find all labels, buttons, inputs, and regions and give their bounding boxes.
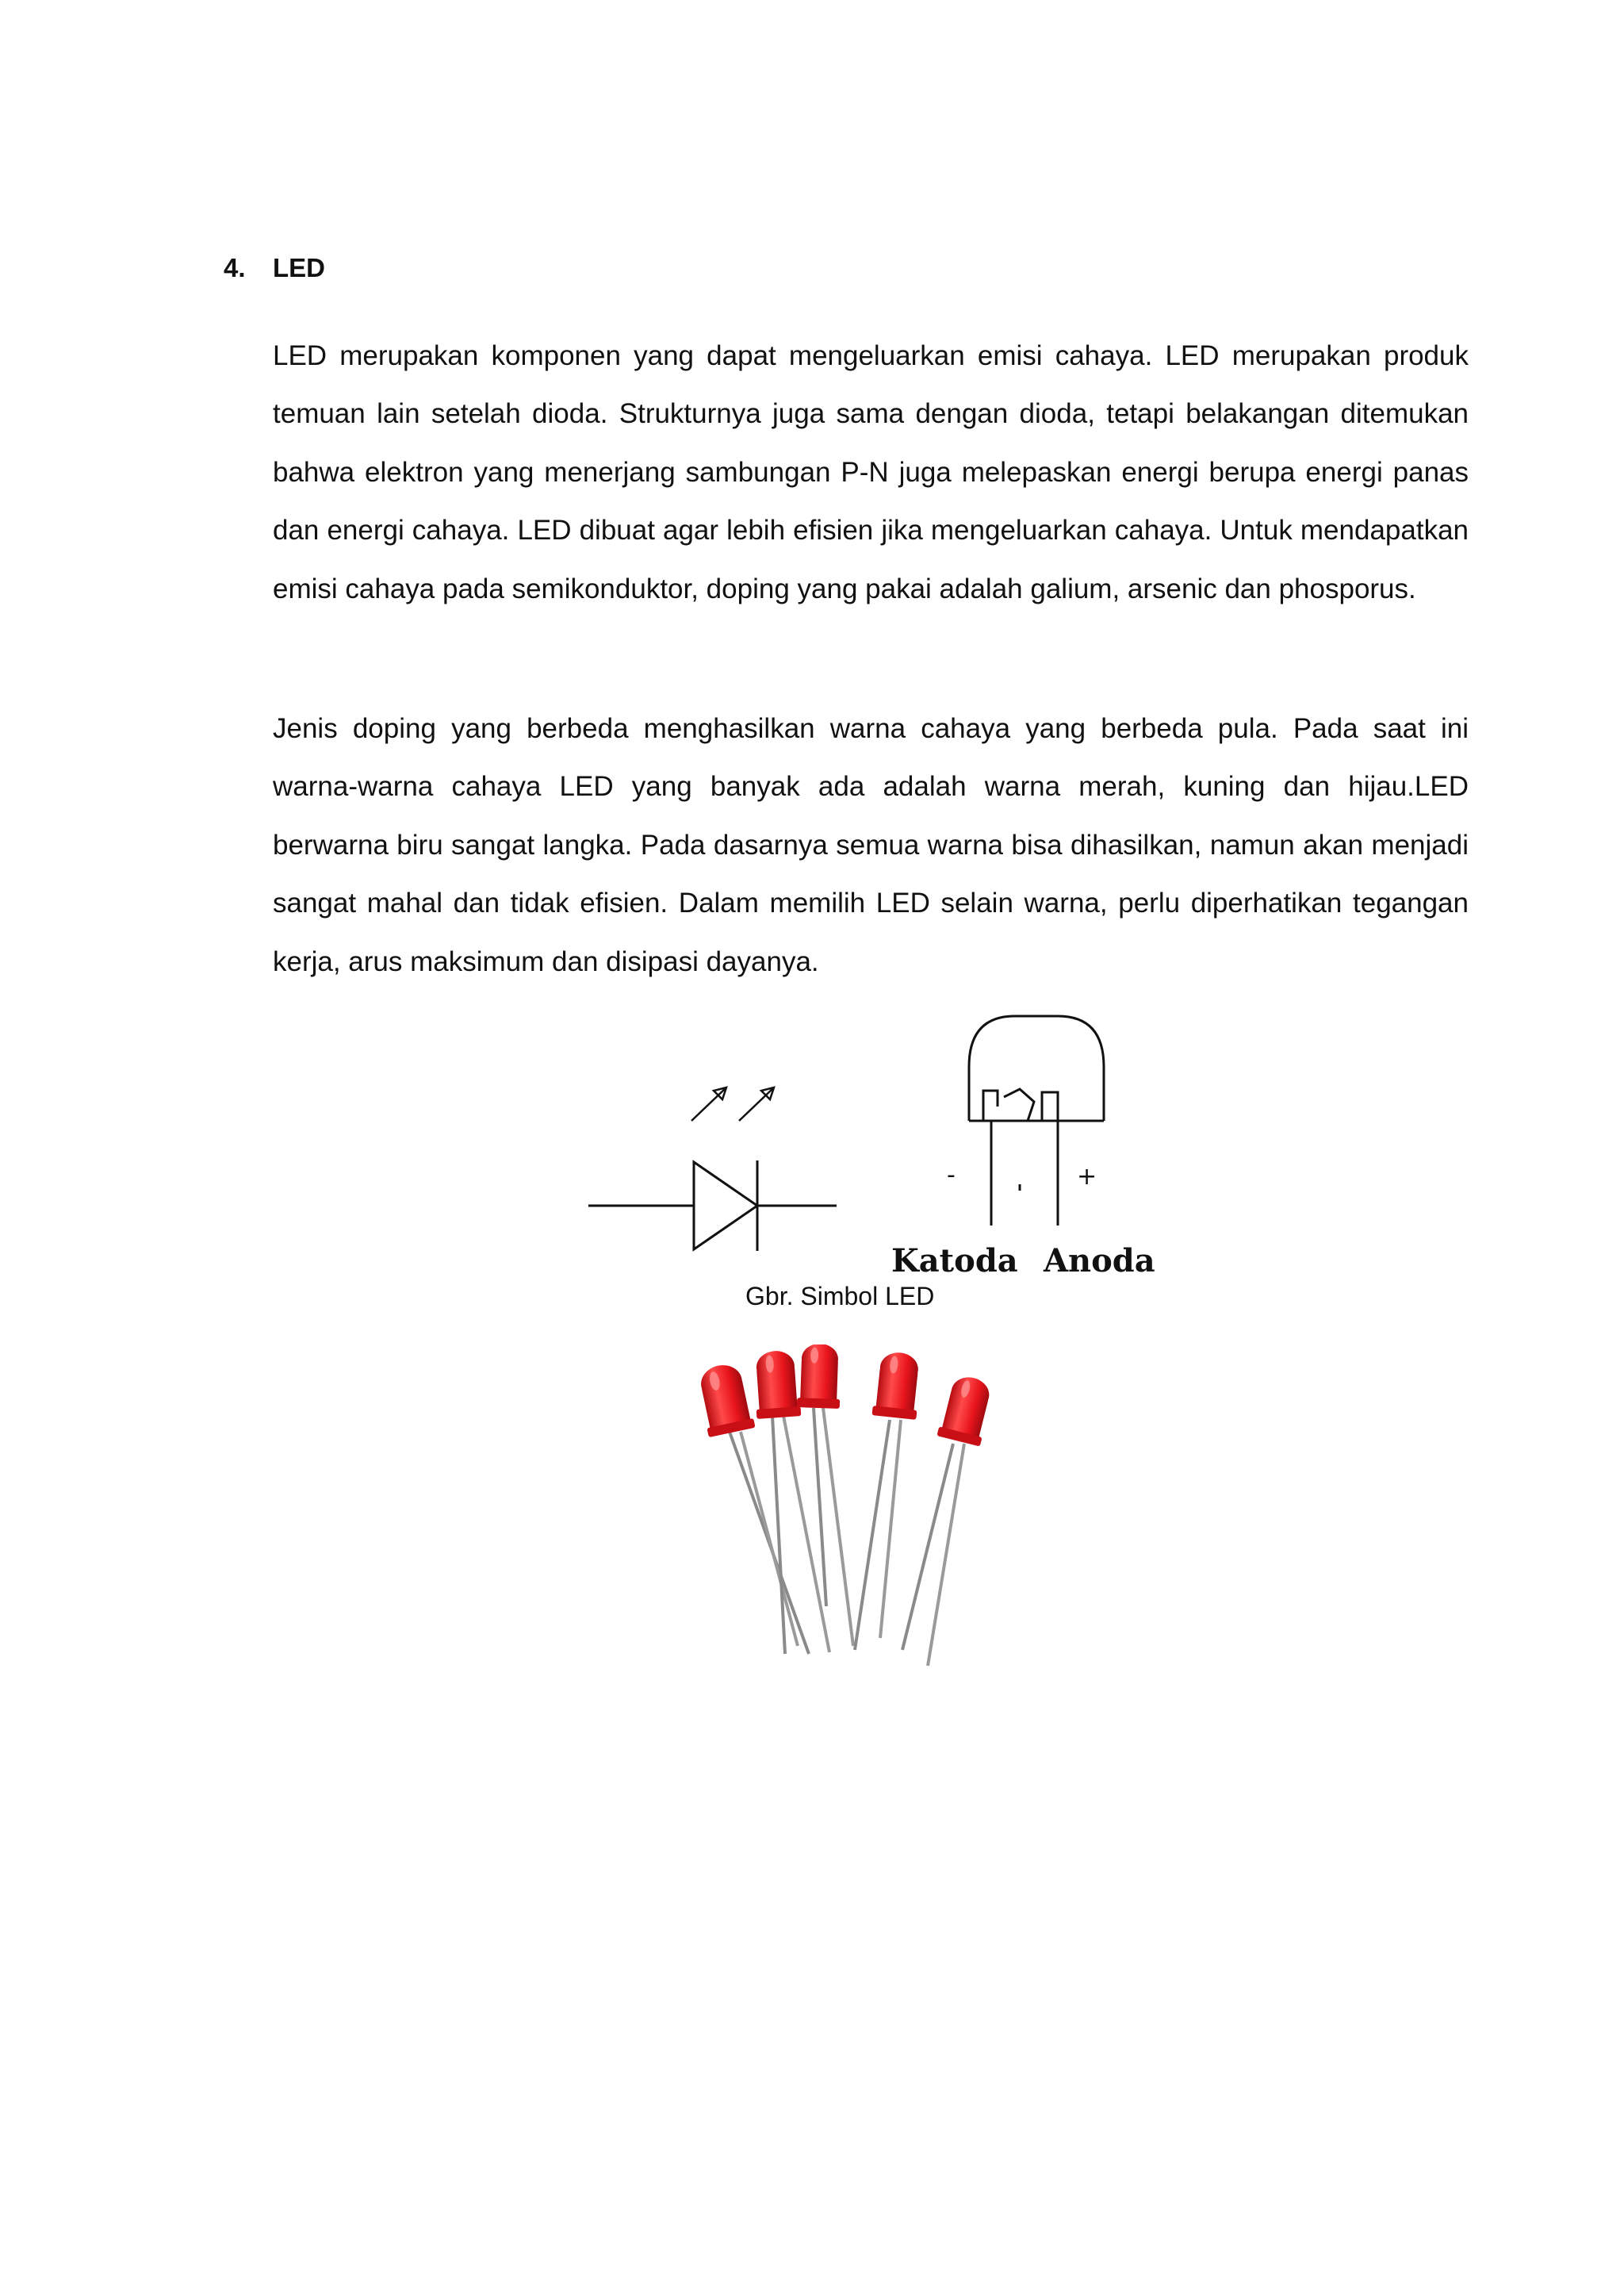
figure-caption: Gbr. Simbol LED [745,1282,935,1310]
section-heading [224,251,325,286]
red-leds-photo [690,1344,1063,1678]
led-dome-outline [969,1016,1104,1121]
schematic-diode-triangle [694,1162,757,1249]
led-inner-wire [1004,1089,1034,1121]
led-schematic-symbol [588,1087,837,1251]
led-inner-anode [1042,1092,1058,1121]
section-title: LED [273,253,325,282]
led-inner-cathode [983,1091,998,1121]
section-number: 4. [224,253,246,282]
cathode-label: Katoda [891,1242,1018,1279]
light-arrows-icon [691,1087,774,1121]
led-photo-3 [797,1344,853,1646]
paragraph-1: LED merupakan komponen yang dapat mengeluarkan emisi cahaya. LED merupakan produk temuan lain setelah dioda. Strukturnya juga sama dengan dioda, tetapi belakangan ditemukan bahwa elektron yang menerjang sambungan P-N juga melepaskan energi berupa energi panas dan energi cahaya. LED dibuat agar lebih efisien jika mengeluarkan cahaya. Untuk mendapatkan emisi cahaya pada semikonduktor, doping yang pakai adalah galium, arsenic dan phosporus. [273,340,1469,604]
paragraph-2: Jenis doping yang berbeda menghasilkan warna cahaya yang berbeda pula. Pada saat ini warna-warna cahaya LED yang banyak ada adalah warna merah, kuning dan hijau.LED berwarna biru sangat langka. Pada dasarnya semua warna bisa dihasilkan, namun akan menjadi sangat mahal dan tidak efisien. Dalam memilih LED selain warna, perlu diperhatikan tegangan kerja, arus maksimum dan disipasi dayanya. [273,713,1469,977]
led-outline-drawing [969,1016,1104,1226]
anode-label: Anoda [1044,1242,1155,1279]
minus-label: - [947,1161,956,1189]
plus-label: + [1077,1163,1097,1191]
led-symbol-figure [579,1003,1166,1281]
